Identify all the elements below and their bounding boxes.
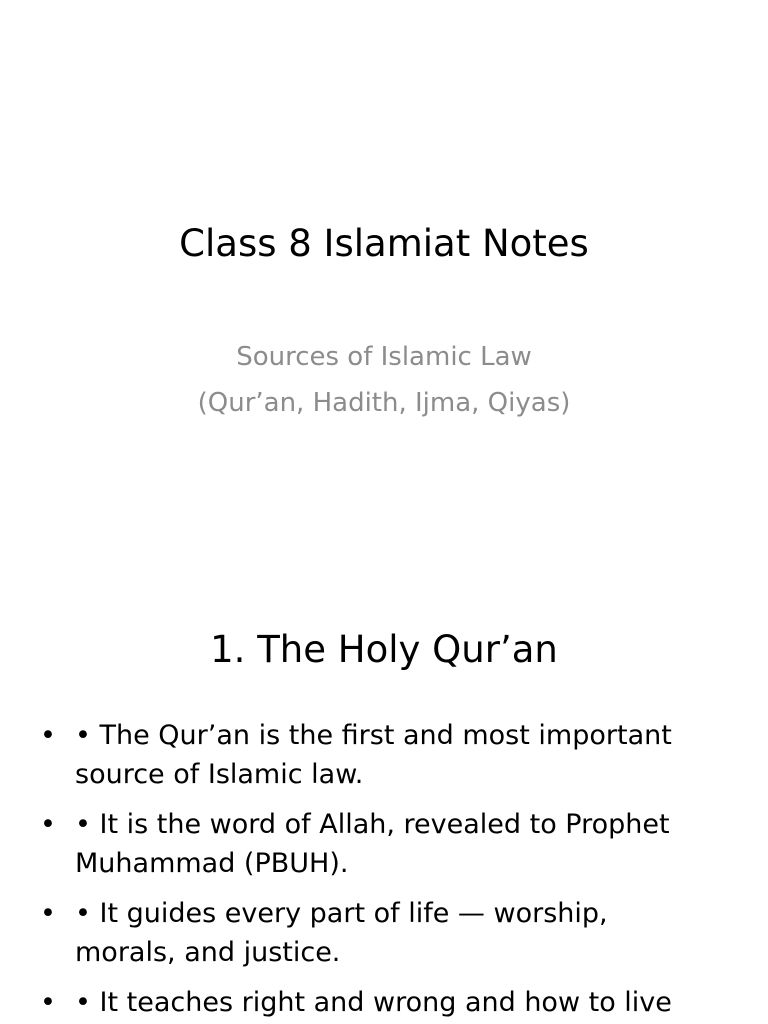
bullet-text: • It is the word of Allah, revealed to Prophet Muhammad (PBUH). bbox=[75, 809, 670, 879]
bullet-marker: • bbox=[40, 720, 56, 751]
bullet-text: • The Qur’an is the first and most important source of Islamic law. bbox=[75, 720, 672, 790]
bullet-marker: • bbox=[40, 898, 56, 929]
bullet-item bbox=[40, 983, 710, 1022]
bullet-marker: • bbox=[40, 987, 56, 1018]
slide-title: Class 8 Islamiat Notes bbox=[179, 222, 589, 265]
bullet-marker: • bbox=[40, 809, 56, 840]
bullet-item bbox=[40, 894, 710, 972]
bullet-item bbox=[40, 805, 710, 883]
subtitle-line: Sources of Islamic Law bbox=[236, 342, 532, 372]
content-slide bbox=[0, 576, 768, 1024]
bullet-list bbox=[40, 716, 710, 1024]
bullet-item bbox=[40, 716, 710, 794]
bullet-text: • It teaches right and wrong and how to live bbox=[75, 987, 672, 1018]
subtitle-line: (Qur’an, Hadith, Ijma, Qiyas) bbox=[197, 388, 571, 418]
section-heading: 1. The Holy Qur’an bbox=[210, 628, 558, 671]
slide-subtitle bbox=[0, 334, 768, 426]
bullet-text: • It guides every part of life — worship, morals, and justice. bbox=[75, 898, 608, 968]
